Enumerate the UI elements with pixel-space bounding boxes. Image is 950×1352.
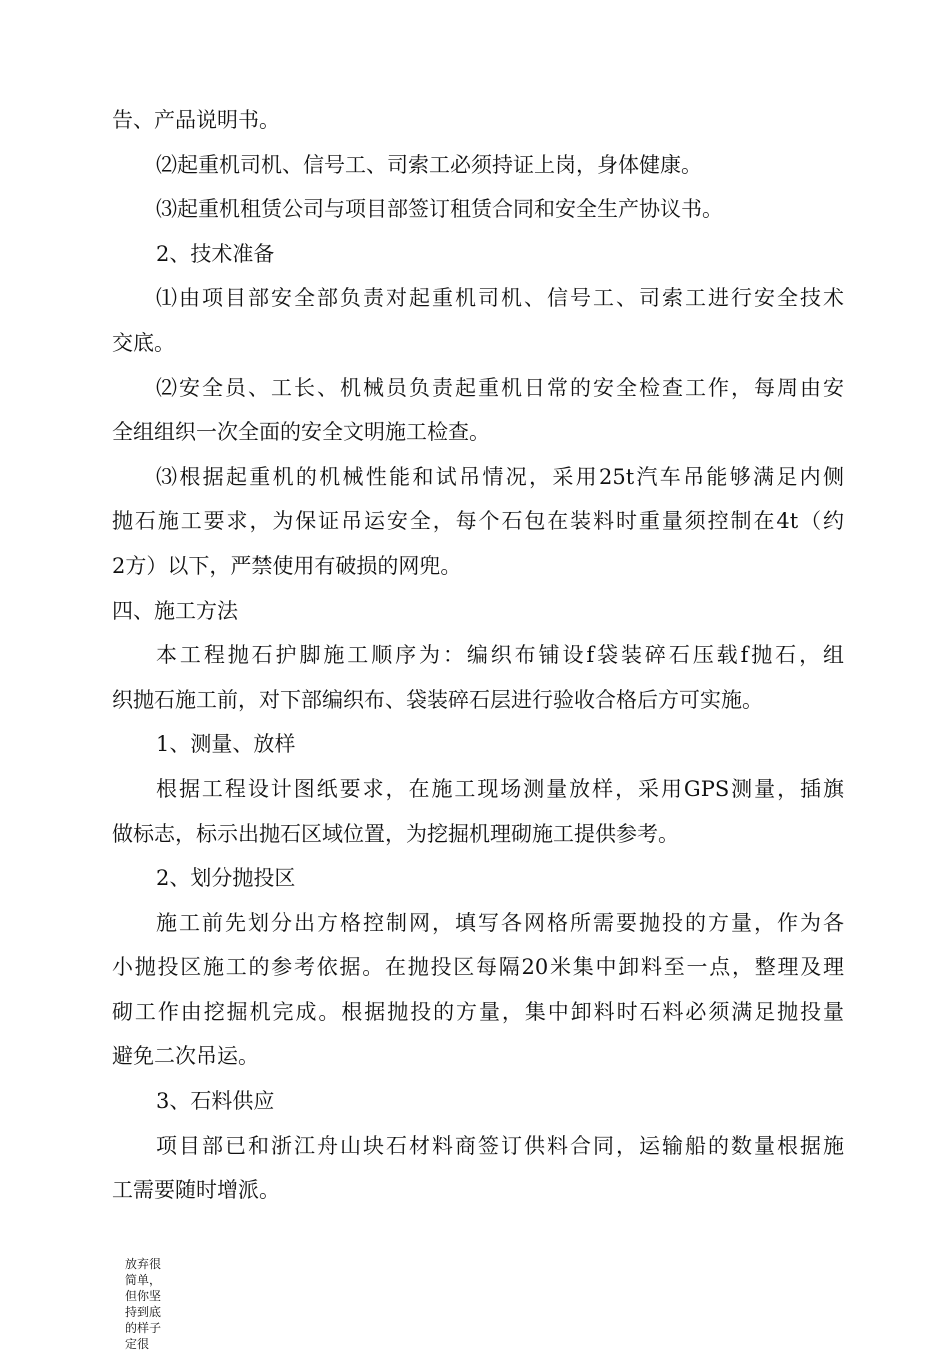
footnote-line: 定很	[125, 1337, 150, 1351]
footnote-line: 持到底	[125, 1305, 162, 1319]
text-line: 全组组织一次全面的安全文明施工检查。	[112, 420, 490, 445]
text-line: 织抛石施工前，对下部编织布、袋装碎石层进行验收合格后方可实施。	[112, 687, 763, 712]
text-line: 施工前先划分出方格控制网，填写各网格所需要抛投的方量，作为各	[156, 910, 844, 935]
text-line: 砌工作由挖掘机完成。根据抛投的方量，集中卸料时石料必须满足抛投量	[112, 999, 844, 1024]
footnote-text	[125, 1256, 173, 1352]
text-line: 做标志，标示出抛石区域位置，为挖掘机理砌施工提供参考。	[112, 821, 679, 846]
text-line: 3、石料供应	[156, 1089, 275, 1114]
text-line: 2、划分抛投区	[156, 866, 296, 891]
footnote-line: 的样子	[125, 1321, 162, 1335]
footnote-line: 但你坚	[125, 1289, 162, 1303]
footnote-line: 简单，	[125, 1273, 162, 1287]
text-line: 根据工程设计图纸要求，在施工现场测量放样，采用GPS测量，插旗	[156, 776, 844, 801]
text-line: 交底。	[112, 330, 175, 355]
document-body	[112, 98, 844, 1213]
text-line: 本工程抛石护脚施工顺序为：编织布铺设f袋装碎石压载f抛石，组	[156, 643, 844, 668]
text-line: 抛石施工要求，为保证吊运安全，每个石包在装料时重量须控制在4t（约	[112, 509, 844, 534]
text-line: ⑶起重机租赁公司与项目部签订租赁合同和安全生产协议书。	[156, 197, 723, 222]
text-line: 工需要随时增派。	[112, 1178, 280, 1203]
text-line: 四、施工方法	[112, 598, 238, 623]
text-line: ⑶根据起重机的机械性能和试吊情况，采用25t汽车吊能够满足内侧	[156, 464, 844, 489]
footnote-line: 放弃很	[125, 1257, 162, 1271]
text-line: 项目部已和浙江舟山块石材料商签订供料合同，运输船的数量根据施	[156, 1133, 844, 1158]
text-line: 告、产品说明书。	[112, 108, 280, 132]
text-line: ⑴由项目部安全部负责对起重机司机、信号工、司索工进行安全技术	[156, 286, 844, 311]
text-line: ⑵起重机司机、信号工、司索工必须持证上岗，身体健康。	[156, 152, 702, 177]
text-line: 2、技术准备	[156, 241, 275, 266]
text-line: 2方）以下，严禁使用有破损的网兜。	[112, 553, 462, 578]
text-line: ⑵安全员、工长、机械员负责起重机日常的安全检查工作，每周由安	[156, 375, 844, 400]
text-line: 小抛投区施工的参考依据。在抛投区每隔20米集中卸料至一点，整理及理	[112, 955, 844, 980]
text-line: 避免二次吊运。	[112, 1044, 259, 1069]
text-line: 1、测量、放样	[156, 732, 296, 757]
